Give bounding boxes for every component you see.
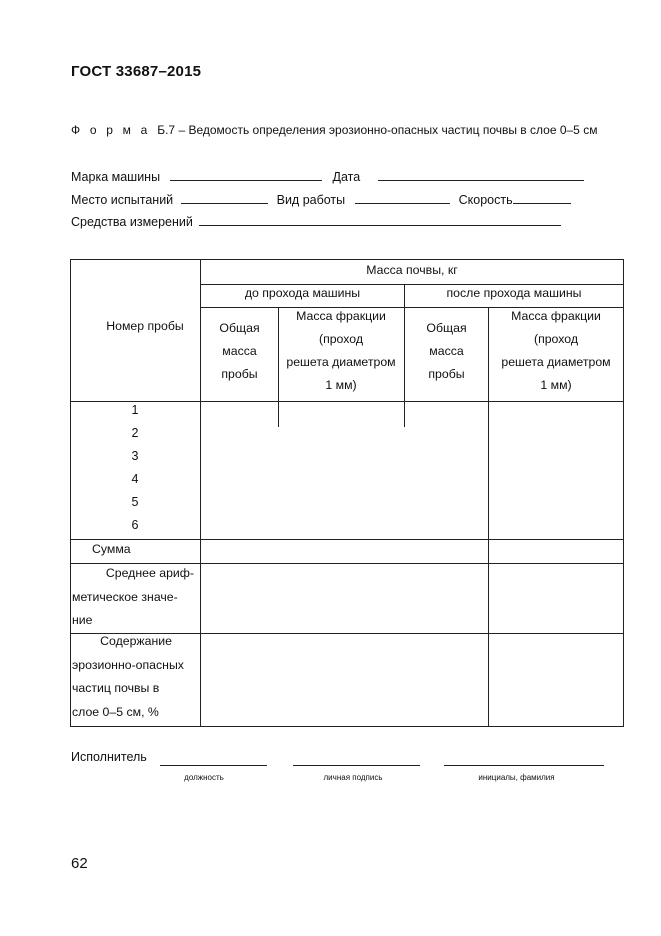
- test-site-label: Место испытаний: [71, 193, 174, 207]
- form-title: [71, 123, 597, 137]
- soil-mass-header: Масса почвы, кг: [366, 263, 458, 277]
- fraction-mass-header-before: [276, 305, 406, 397]
- after-pass-header: после прохода машины: [446, 286, 582, 300]
- content-line: эрозионно-опасных: [72, 657, 184, 672]
- field-row-instruments: [71, 214, 561, 229]
- field-row-site-work-speed: [71, 192, 571, 207]
- form-title-prefix: Ф о р м а: [71, 123, 151, 137]
- machine-brand-field[interactable]: [170, 169, 322, 181]
- form-title-number: Б.7: [157, 123, 176, 137]
- content-row-label: [72, 630, 200, 724]
- form-title-text: – Ведомость определения эрозионно-опасных частиц почвы в слое 0–5 см: [178, 123, 598, 137]
- initials-field[interactable]: [444, 765, 604, 766]
- sample-row-number: 5: [131, 495, 139, 509]
- work-type-field[interactable]: [355, 192, 450, 204]
- fraction-mass-line: 1 мм): [325, 378, 357, 392]
- document-code: ГОСТ 33687–2015: [71, 63, 202, 80]
- mean-line: метическое значе-: [72, 589, 178, 604]
- total-mass-line: Общая: [426, 321, 467, 335]
- fraction-mass-line: Масса фракции: [296, 309, 386, 323]
- work-type-label: Вид работы: [276, 193, 346, 207]
- fraction-mass-line: решета диаметром: [501, 355, 611, 369]
- date-label: Дата: [332, 170, 361, 184]
- fraction-mass-line: (проход: [533, 332, 579, 346]
- fraction-mass-line: 1 мм): [540, 378, 572, 392]
- sample-row-number: 3: [131, 449, 139, 463]
- fraction-mass-line: Масса фракции: [511, 309, 601, 323]
- content-line: Содержание: [100, 634, 172, 648]
- measurement-table: [70, 259, 624, 727]
- sample-row-number: 2: [131, 426, 139, 440]
- date-field[interactable]: [378, 169, 584, 181]
- total-mass-header-before: [201, 317, 278, 386]
- test-site-field[interactable]: [181, 192, 268, 204]
- position-field[interactable]: [160, 765, 267, 766]
- machine-brand-label: Марка машины: [71, 170, 161, 184]
- initials-caption: инициалы, фамилия: [478, 773, 555, 782]
- sample-row-number: 1: [131, 403, 139, 417]
- sample-row-number: 4: [131, 472, 139, 486]
- speed-field[interactable]: [513, 192, 571, 204]
- signature-field[interactable]: [293, 765, 420, 766]
- fraction-mass-header-after: [489, 305, 623, 397]
- mean-row-label: [72, 562, 198, 633]
- field-row-machine-date: [71, 169, 584, 184]
- position-caption: должность: [184, 773, 224, 782]
- mean-line: Среднее ариф-: [105, 566, 194, 580]
- total-mass-line: пробы: [221, 367, 258, 381]
- total-mass-line: масса: [429, 344, 464, 358]
- speed-label: Скорость: [458, 193, 513, 207]
- total-mass-line: пробы: [428, 367, 465, 381]
- executor-label: Исполнитель: [71, 750, 147, 764]
- page-number: 62: [71, 855, 88, 872]
- fraction-mass-line: (проход: [318, 332, 364, 346]
- signature-caption: личная подпись: [323, 773, 383, 782]
- instruments-label: Средства измерений: [71, 215, 193, 229]
- content-line: слое 0–5 см, %: [72, 704, 159, 719]
- sample-row-number: 6: [131, 518, 139, 532]
- instruments-field[interactable]: [199, 214, 561, 226]
- total-mass-line: масса: [222, 344, 257, 358]
- sum-row-label: Сумма: [92, 542, 131, 556]
- before-pass-header: до прохода машины: [244, 286, 361, 300]
- mean-line: ние: [72, 613, 93, 627]
- total-mass-header-after: [405, 317, 488, 386]
- sample-number-header: Номер пробы: [106, 319, 184, 333]
- fraction-mass-line: решета диаметром: [286, 355, 396, 369]
- total-mass-line: Общая: [219, 321, 260, 335]
- content-line: частиц почвы в: [72, 681, 160, 695]
